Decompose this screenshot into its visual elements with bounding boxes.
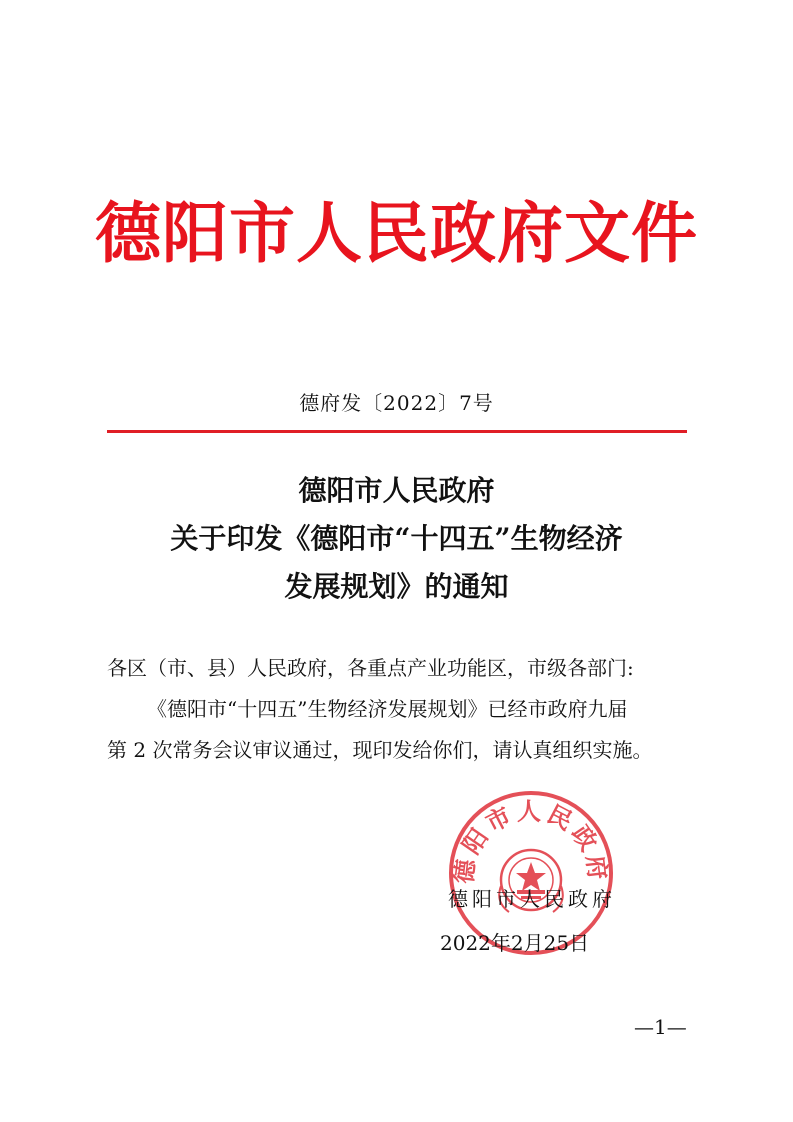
document-number: 德府发〔2022〕7号 — [299, 391, 494, 415]
notice-title — [0, 467, 793, 611]
signer: 德阳市人民政府 — [448, 887, 616, 911]
body-line-2: 第 2 次常务会议审议通过，现印发给你们，请认真组织实施。 — [107, 738, 653, 762]
title-line-1: 德阳市人民政府 — [298, 474, 495, 507]
issue-date: 2022年2月25日 — [440, 931, 590, 955]
seal-text-path: 德阳市人民政府 — [449, 797, 613, 886]
salutation: 各区（市、县）人民政府，各重点产业功能区，市级各部门: — [107, 656, 634, 680]
red-divider-line — [107, 430, 687, 433]
masthead-title: 德阳市人民政府文件 — [95, 194, 698, 272]
page-number: —1— — [634, 1015, 687, 1039]
body-line-1: 《德阳市“十四五”生物经济发展规划》已经市政府九届 — [147, 697, 628, 721]
notice-body — [107, 648, 693, 771]
title-line-2: 关于印发《德阳市“十四五”生物经济 — [170, 522, 623, 555]
title-line-3: 发展规划》的通知 — [284, 570, 509, 603]
